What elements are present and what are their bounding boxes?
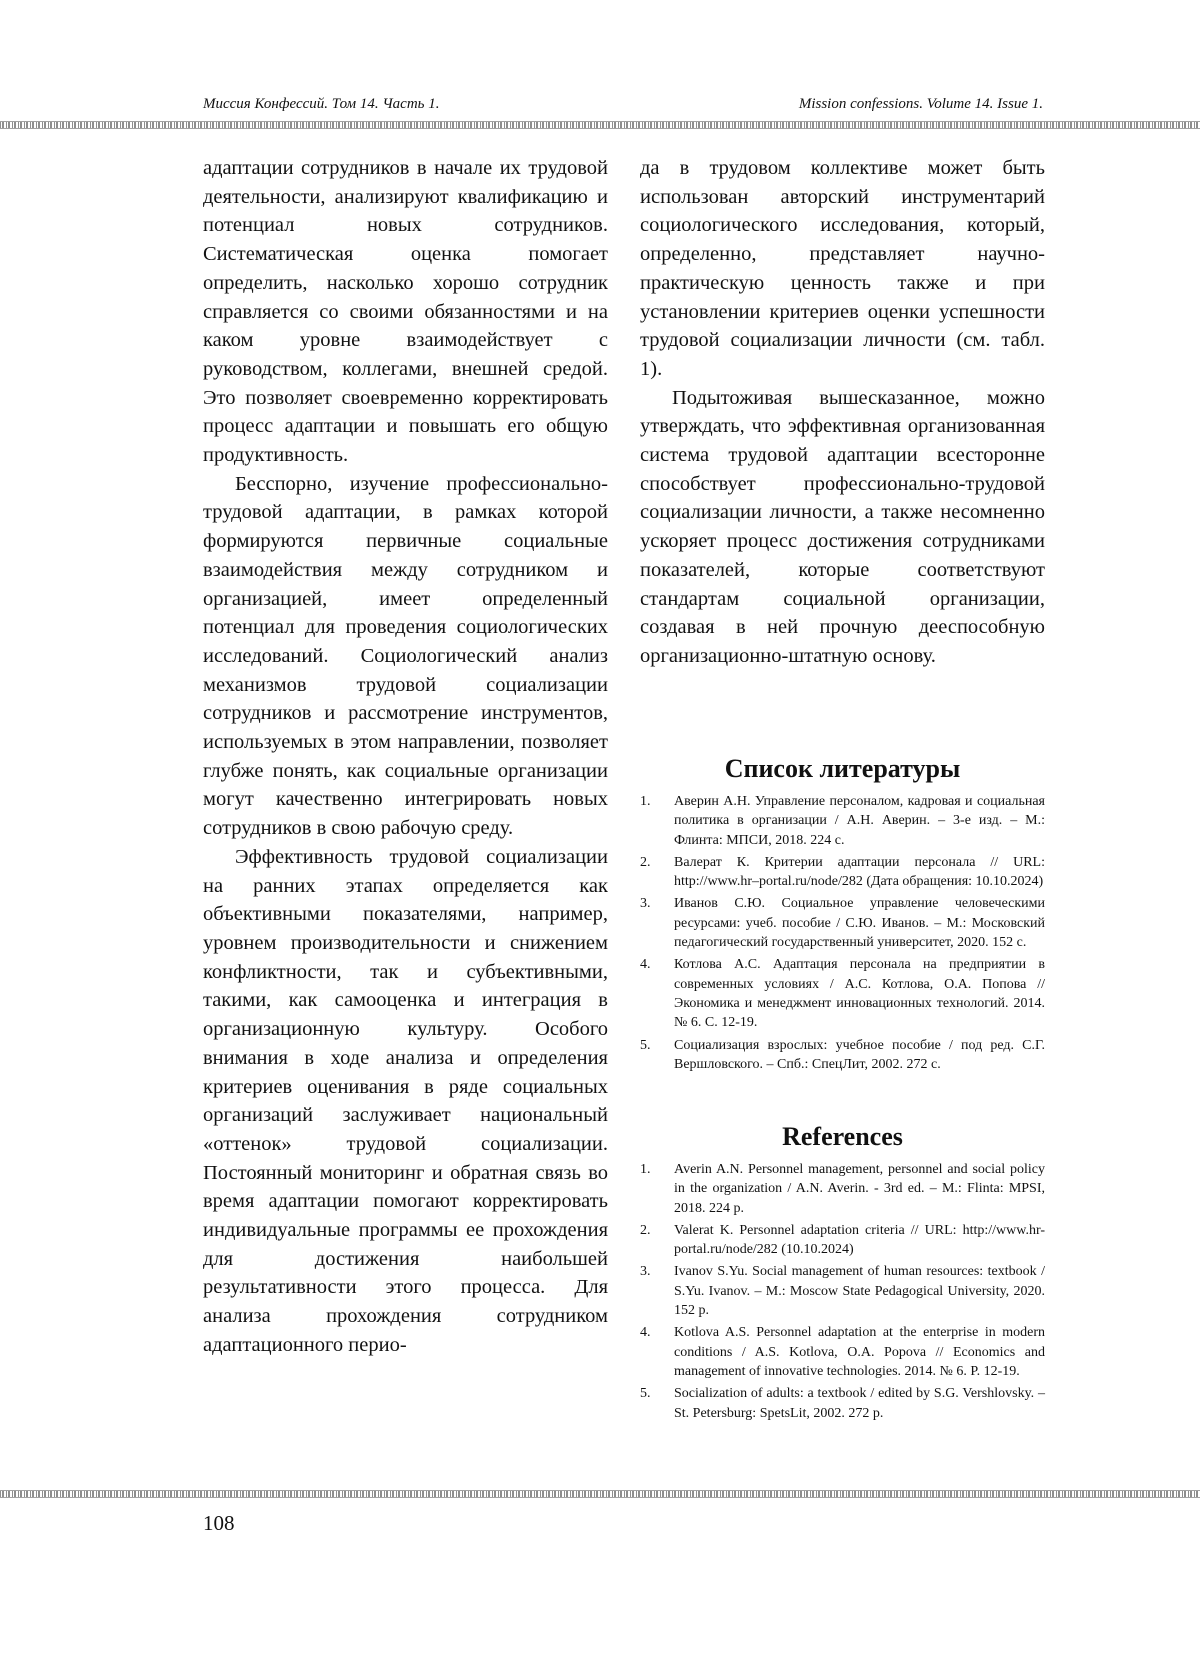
reference-number: 4.	[640, 957, 651, 973]
header-journal-ru: Миссия Конфессий. Том 14. Часть 1.	[203, 96, 440, 112]
reference-item	[640, 955, 1045, 1032]
left-column	[203, 154, 608, 1360]
reference-text: Котлова А.С. Адаптация персонала на предприятии в современных условиях / А.С. Котлова, О.А. Попова // Экономика и менеджмент инновационных технологий. 2014. № 6. С. 12-19.	[674, 957, 1045, 1031]
running-header	[0, 96, 1200, 116]
reference-number: 5.	[640, 1037, 651, 1053]
paragraph: Подытоживая вышесказанное, можно утверждать, что эффективная организованная система трудовой адаптации всесторонне способствует профессионально-трудовой социализации личности, а также несомненно ускоряет процесс достижения сотрудниками показателей, которые соответствуют стандартам социальной организации, создавая в ней прочную дееспособную организационно-штатную основу.	[640, 386, 1045, 667]
references-ru-title: Список литературы	[724, 754, 961, 783]
reference-number: 2.	[640, 854, 651, 870]
reference-item	[640, 1221, 1045, 1260]
references-en-list	[640, 1160, 1045, 1423]
reference-text: Социализация взрослых: учебное пособие / под ред. С.Г. Вершловского. – Спб.: СпецЛит, 2002. 272 с.	[674, 1037, 1045, 1072]
reference-item	[640, 853, 1045, 892]
reference-item	[640, 1323, 1045, 1381]
reference-text: Иванов С.Ю. Социальное управление человеческими ресурсами: учеб. пособие / С.Ю. Иванов. – М.: Московский педагогический государственный университет, 2020. 152 с.	[674, 896, 1045, 951]
reference-number: 1.	[640, 794, 651, 809]
paragraph: Бесспорно, изучение профессионально-трудовой адаптации, в рамках которой формируются первичные социальные взаимодействия между сотрудником и организацией, имеет определенный потенциал для проведения социологических исследований. Социологический анализ механизмов трудовой социализации сотрудников и рассмотрение инструментов, используемых в этом направлении, позволяет глубже понять, как социальные организации могут качественно интегрировать новых сотрудников в свою рабочую среду.	[203, 472, 608, 840]
reference-text: Averin A.N. Personnel management, personnel and social policy in the organization / A.N. Averin. - 3rd ed. – M.: Flinta: MPSI, 2018. 224 p.	[674, 1162, 1045, 1216]
reference-item	[640, 1262, 1045, 1320]
reference-text: Valerat K. Personnel adaptation criteria // URL: http://www.hr-portal.ru/node/282 (10.10.2024)	[674, 1222, 1045, 1258]
paragraph: да в трудовом коллективе может быть использован авторский инструментарий социологического исследования, который, определенно, представляет научно-практическую ценность также и при установлении критериев оценки успешности трудовой социализации личности (см. табл. 1).	[640, 157, 1045, 380]
bottom-ornament-divider	[0, 1490, 1200, 1498]
page-number: 108	[203, 1511, 235, 1535]
reference-item	[640, 1036, 1045, 1075]
reference-item	[640, 1384, 1045, 1423]
right-column	[640, 154, 1045, 671]
references-en-title: References	[782, 1122, 903, 1151]
reference-text: Ivanov S.Yu. Social management of human resources: textbook / S.Yu. Ivanov. – M.: Moscow State Pedagogical University, 2020. 152 p.	[674, 1264, 1045, 1319]
reference-item	[640, 1160, 1045, 1218]
reference-text: Socialization of adults: a textbook / edited by S.G. Vershlovsky. – St. Petersburg: SpetsLit, 2002. 272 p.	[674, 1386, 1045, 1421]
references-ru-list	[640, 792, 1045, 1074]
reference-item	[640, 792, 1045, 850]
reference-text: Kotlova A.S. Personnel adaptation at the enterprise in modern conditions / A.S. Kotlova, O.A. Popova // Economics and management of innovative technologies. 2014. № 6. P. 12-19.	[674, 1325, 1045, 1379]
reference-number: 3.	[640, 896, 651, 912]
reference-text: Валерат К. Критерии адаптации персонала // URL: http://www.hr–portal.ru/node/282 (Дата обращения: 10.10.2024)	[674, 854, 1045, 890]
reference-number: 3.	[640, 1264, 651, 1280]
top-ornament-divider	[0, 121, 1200, 129]
reference-number: 2.	[640, 1222, 651, 1238]
reference-number: 1.	[640, 1162, 651, 1177]
references-ru-section	[640, 754, 1045, 1077]
paragraph: Эффективность трудовой социализации на ранних этапах определяется как объективными показателями, например, уровнем производительности и снижением конфликтности, так и субъективными, такими, как самооценка и интеграция в организационную культуру. Особого внимания в ходе анализа и определения критериев оценивания в ряде социальных организаций заслуживает национальный «оттенок» трудовой социализации. Постоянный мониторинг и обратная связь во время адаптации помогают корректировать индивидуальные программы ее прохождения для достижения наибольшей результативности этого процесса. Для анализа прохождения сотрудником адаптационного перио-	[203, 845, 608, 1356]
reference-item	[640, 894, 1045, 952]
paragraph: адаптации сотрудников в начале их трудовой деятельности, анализируют квалификацию и потенциал новых сотрудников. Систематическая оценка помогает определить, насколько хорошо сотрудник справляется со своими обязанностями и на каком уровне взаимодействует с руководством, коллегами, внешней средой. Это позволяет своевременно корректировать процесс адаптации и повышать его общую продуктивность.	[203, 157, 608, 467]
header-journal-en: Mission confessions. Volume 14. Issue 1.	[798, 96, 1043, 112]
reference-text: Аверин А.Н. Управление персоналом, кадровая и социальная политика в организации / А.Н. Аверин. – 3-е изд. – М.: Флинта: МПСИ, 2018. 224 с.	[674, 794, 1045, 848]
reference-number: 4.	[640, 1325, 651, 1341]
reference-number: 5.	[640, 1386, 651, 1402]
references-en-section	[640, 1122, 1045, 1426]
